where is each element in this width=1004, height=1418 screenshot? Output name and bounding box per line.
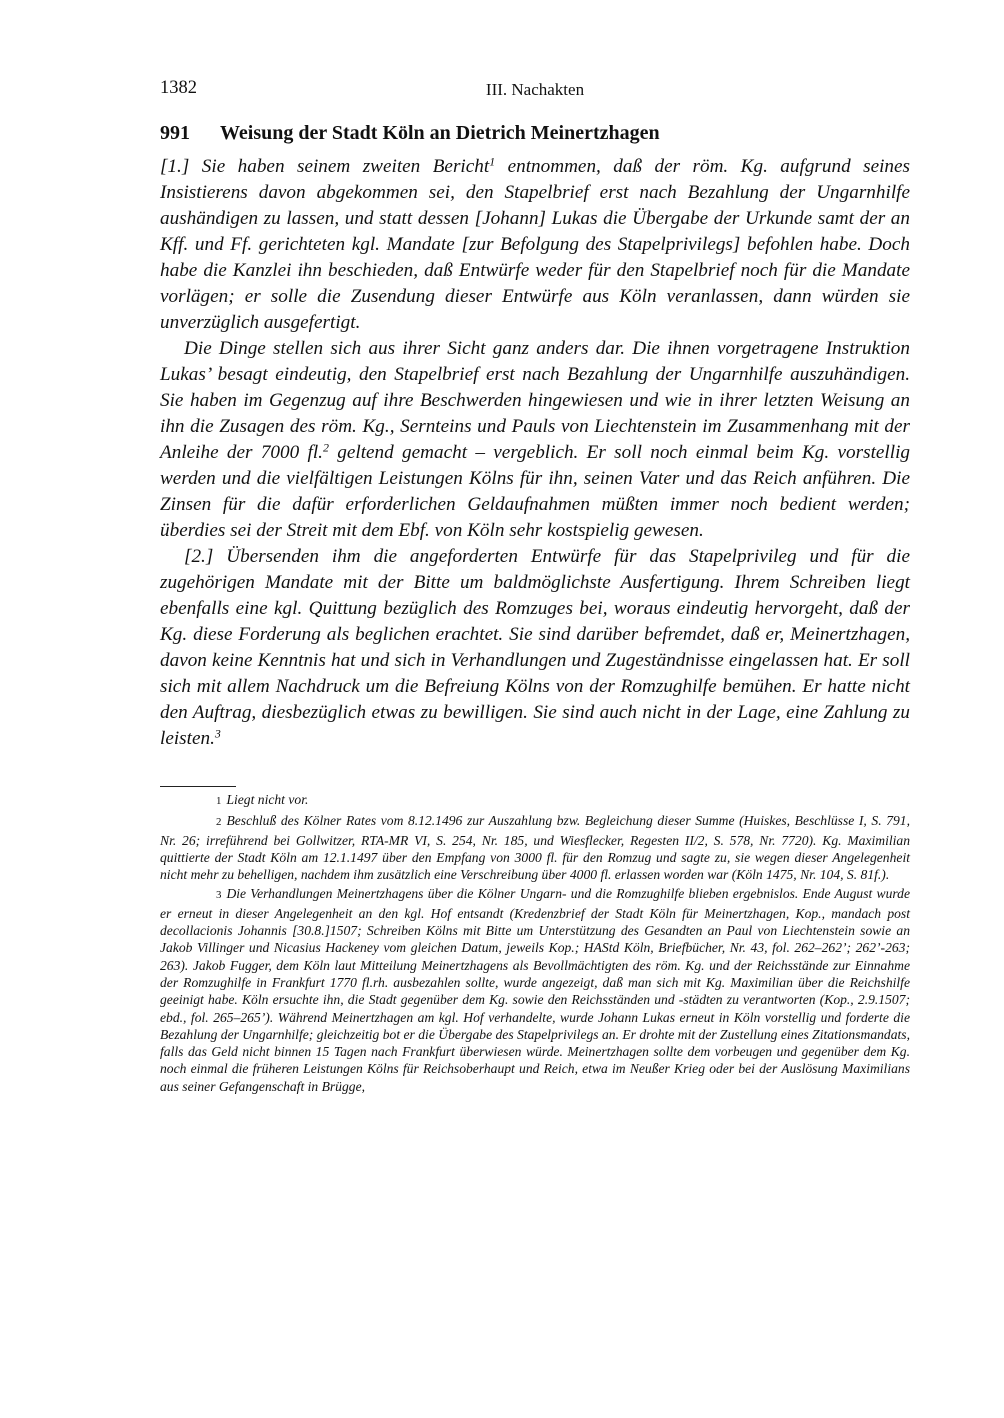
document-page (160, 78, 910, 1097)
running-head (160, 78, 910, 108)
footnotes (160, 791, 910, 1095)
document-heading (160, 120, 910, 146)
body-paragraph-2 (160, 336, 910, 544)
document-number: 991 (160, 122, 190, 144)
body-paragraph-1 (160, 154, 910, 336)
footnote-divider (160, 786, 236, 787)
footnote-ref-1[interactable]: 1 (489, 154, 496, 169)
footnote-ref-3[interactable]: 3 (214, 726, 221, 741)
running-title: III. Nachakten (485, 80, 585, 99)
footnote-2 (160, 812, 910, 883)
document-title: Weisung der Stadt Köln an Dietrich Meinertzhagen (220, 122, 660, 144)
body-paragraph-3 (160, 544, 910, 752)
body-paragraph-2-text-b: geltend gemacht – vergeblich. Er soll noch einmal beim Kg. vorstellig werden und die vielfältigen Leistungen Kölns für ihn, seinen Vater und das Reich anführen. Die Zinsen für die dafür erforderlichen Geldaufnahmen müßten immer noch bedient werden; überdies sei der Streit mit dem Ebf. von Köln sehr kostspielig gewesen. (160, 442, 910, 541)
regest-body (160, 154, 910, 752)
footnote-1 (160, 791, 910, 810)
body-paragraph-2-text-a: Die Dinge stellen sich aus ihrer Sicht ganz anders dar. Die ihnen vorgetragene Instruktion Lukas’ besagt eindeutig, den Stapelbrief erst nach Bezahlung der Ungarnhilfe auszuhändigen. Sie haben im Gegenzug auf ihre Beschwerden hingewiesen und wie in ihrer letzten Weisung an ihn die Zusagen des röm. Kg., Sernteins und Pauls von Liechtenstein im Zusammenhang mit der Anleihe der 7000 fl. (160, 338, 910, 463)
footnote-1-text: Liegt nicht vor. (226, 792, 309, 807)
footnote-ref-2[interactable]: 2 (322, 440, 329, 455)
footnote-2-mark: 2 (216, 816, 222, 829)
body-paragraph-1-text-a: [1.] Sie haben seinem zweiten Bericht (160, 156, 490, 177)
footnote-2-text: Beschluß des Kölner Rates vom 8.12.1496 zur Auszahlung bzw. Begleichung dieser Summe (Huiskes, Beschlüsse I, S. 791, Nr. 26; irreführend bei Gollwitzer, RTA-MR VI, S. 254, Nr. 185, und Wiesflecker, Regesten II/2, S. 578, Nr. 7720). Kg. Maximilian quittierte der Stadt Köln am 12.1.1497 über den Empfang von 3000 fl. für den Romzug und sagte zu, sie wegen dieser Angelegenheit nicht mehr zu behelligen, nachdem ihm zusätzlich eine Verschreibung über 4000 fl. erlassen worden war (Köln 1475, Nr. 104, S. 81f.). (160, 813, 910, 883)
footnote-1-mark: 1 (216, 795, 222, 807)
body-paragraph-3-text-a: [2.] Übersenden ihm die angeforderten Entwürfe für das Stapelprivileg und für die zugehörigen Mandate mit der Bitte um baldmöglichste Ausfertigung. Ihrem Schreiben liegt ebenfalls eine kgl. Quittung bezüglich des Romzuges bei, woraus eindeutig hervorgeht, daß der Kg. diese Forderung als beglichen erachtet. Sie sind darüber befremdet, daß er, Meinertzhagen, davon keine Kenntnis hat und sich in Verhandlungen und Zugeständnisse eingelassen hat. Er soll sich mit allem Nachdruck um die Befreiung Kölns von der Romzughilfe bemühen. Er hatte nicht den Auftrag, diesbezüglich etwas zu bewilligen. Sie sind auch nicht in der Lage, eine Zahlung zu leisten. (160, 546, 910, 749)
footnote-3-text: Die Verhandlungen Meinertzhagens über die Kölner Ungarn- und die Romzughilfe blieben ergebnislos. Ende August wurde er erneut in dieser Angelegenheit an den kgl. Hof entsandt (Kredenzbrief der Stadt Köln für Meinertzhagen, Kop., mandach post decollacionis Johannis [30.8.]1507; Schreiben Kölns mit Bitte um Unterstützung des Gesandten an Paul von Liechtenstein sowie an Jakob Villinger und Nicasius Hackeney vom gleichen Datum, jeweils Kop.; HAStd Köln, Briefbücher, Nr. 43, fol. 262–262’; 262’-263; 263). Jakob Fugger, dem Köln laut Mitteilung Meinertzhagens als Bevollmächtigten des röm. Kg. und der Reichsstände zur Einnahme der Romzughilfe in Frankfurt 1770 fl.rh. ausbezahlen sollte, wurde angezeigt, daß man sich mit Kg. Maximilian über die Reichshilfe geeinigt habe. Köln ersuchte ihn, die Stadt gegenüber dem Kg. sowie den Reichsständen und -städten zu verantworten (Kop., 2.9.1507; ebd., fol. 265–265’). Während Meinertzhagen am kgl. Hof verhandelte, wurde Johann Lukas erneut in Köln vorstellig und forderte die Bezahlung der Ungarnhilfe; gleichzeitig bot er die Übergabe des Stapelprivilegs an. Er drohte mit der Zustellung eines Zitationsmandats, falls das Geld nicht binnen 15 Tagen nach Frankfurt überwiesen würde. Meinertzhagen sollte dem vorbeugen und gegenüber dem Kg. noch einmal die früheren Leistungen Kölns für Reichsoberhaupt und Reich, etwa im Neußer Krieg oder bei der Auslösung Maximilians aus seiner Gefangenschaft in Brügge, (160, 886, 910, 1094)
footnote-3-mark: 3 (216, 889, 222, 902)
footnote-3 (160, 885, 910, 1095)
body-paragraph-1-text-b: entnommen, daß der röm. Kg. aufgrund seines Insistierens davon abgekommen sei, den Stapelbrief erst nach Bezahlung der Ungarnhilfe aushändigen zu lassen, und statt dessen [Johann] Lukas die Übergabe der Urkunde samt der an Kff. und Ff. gerichteten kgl. Mandate [zur Befolgung des Stapelprivilegs] befohlen habe. Doch habe die Kanzlei ihn beschieden, daß Entwürfe weder für den Stapelbrief noch für die Mandate vorlägen; er solle die Zusendung dieser Entwürfe aus Köln veranlassen, dann würden sie unverzüglich ausgefertigt. (160, 156, 911, 333)
page-number: 1382 (160, 78, 197, 98)
